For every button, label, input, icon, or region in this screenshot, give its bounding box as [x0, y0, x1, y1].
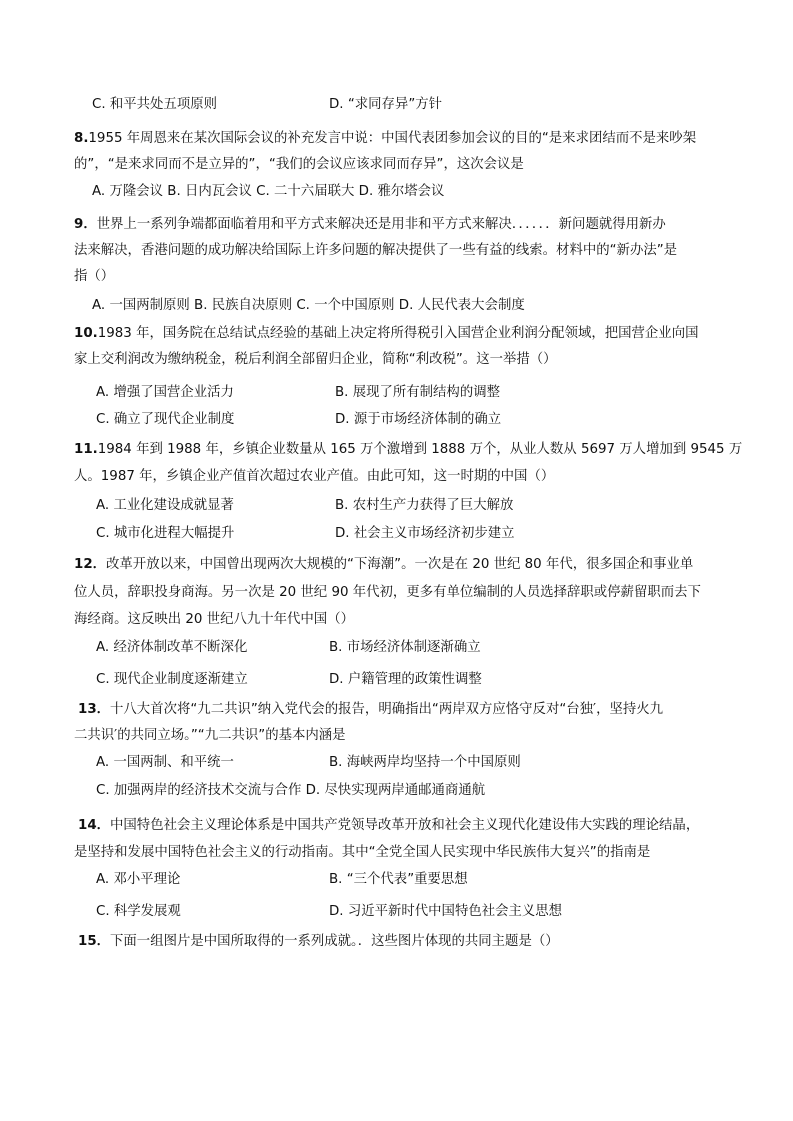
- q12-option-d: D. 户籍管理的政策性调整: [329, 672, 482, 687]
- q14-number: 14．: [78, 818, 111, 833]
- q11-option-b: B. 农村生产力获得了巨大解放: [335, 498, 514, 513]
- q14-option-d: D. 习近平新时代中国特色社会主义思想: [329, 904, 563, 919]
- q15-line-1: [78, 933, 559, 951]
- q14-option-a: A. 邓小平理论: [96, 872, 181, 887]
- q9-line-1: [74, 216, 666, 234]
- q11-text-1: 1984 年到 1988 年，乡镇企业数量从 165 万个激增到 1888 万个，从业人数从 5697 万人增加到 9545 万: [97, 442, 743, 457]
- q8-number: 8.: [74, 131, 89, 146]
- q10-option-d: D. 源于市场经济体制的确立: [335, 412, 502, 427]
- q14-line-2: 是坚持和发展中国特色社会主义的行动指南。其中“全党全国人民实现中华民族伟大复兴”的指南是: [74, 845, 651, 860]
- q12-option-b: B. 市场经济体制逐渐确立: [329, 640, 481, 655]
- q12-option-a: A. 经济体制改革不断深化: [96, 640, 248, 655]
- q11-number: 11.: [74, 442, 98, 457]
- q11-line-2: 人。1987 年，乡镇企业产值首次超过农业产值。由此可知，这一时期的中国（）: [74, 469, 555, 484]
- q10-option-a: A. 增强了国营企业活力: [96, 385, 234, 400]
- q12-line-1: [74, 556, 693, 574]
- q13-number: 13．: [78, 702, 111, 717]
- q8-text-1: 1955 年周恩来在某次国际会议的补充发言中说：中国代表团参加会议的目的“是来求团结而不是来吵架: [88, 131, 697, 146]
- q8-options: A. 万隆会议 B. 日内瓦会议 C. 二十六届联大 D. 雅尔塔会议: [92, 184, 445, 199]
- q13-options-c-d: C. 加强两岸的经济技术交流与合作 D. 尽快实现两岸通邮通商通航: [96, 783, 486, 798]
- q8-line-1: [74, 130, 696, 148]
- q10-option-b: B. 展现了所有制结构的调整: [335, 385, 500, 400]
- q12-line-3: 海经商。这反映出 20 世纪八九十年代中国（）: [74, 612, 354, 627]
- q14-line-1: [78, 817, 699, 835]
- q12-number: 12．: [74, 557, 107, 572]
- q9-number: 9．: [74, 217, 97, 232]
- q14-option-b: B. “三个代表”重要思想: [329, 872, 468, 887]
- q15-text-1: 下面一组图片是中国所取得的一系列成就。．这些图片体现的共同主题是（）: [110, 934, 559, 949]
- q9-line-3: 指（）: [74, 269, 115, 284]
- q9-options: A. 一国两制原则 B. 民族自决原则 C. 一个中国原则 D. 人民代表大会制度: [92, 298, 525, 313]
- q8-line-2: 的”，“是来求同而不是立异的”，“我们的会议应该求同而存异”，这次会议是: [74, 157, 524, 172]
- q11-option-d: D. 社会主义市场经济初步建立: [335, 526, 515, 541]
- q14-text-1: 中国特色社会主义理论体系是中国共产党领导改革开放和社会主义现代化建设伟大实践的理论结晶，: [110, 818, 700, 833]
- q10-text-1: 1983 年，国务院在总结试点经验的基础上决定将所得税引入国营企业利润分配领域，把国营企业向国: [97, 326, 699, 341]
- q11-option-a: A. 工业化建设成就显著: [96, 498, 234, 513]
- q13-option-b: B. 海峡两岸均坚持一个中国原则: [329, 755, 521, 770]
- q13-line-1: [78, 701, 663, 719]
- q12-line-2: 位人员，辞职投身商海。另一次是 20 世纪 90 年代初，更多有单位编制的人员选择辞职或停薪留职而去下: [74, 585, 701, 600]
- q11-line-1: [74, 441, 742, 459]
- q10-number: 10.: [74, 326, 98, 341]
- q13-line-2: 二共识′的共同立场。”“九二共识”的基本内涵是: [74, 728, 346, 743]
- q13-option-a: A. 一国两制、和平统一: [96, 755, 234, 770]
- q14-option-c: C. 科学发展观: [96, 904, 181, 919]
- q11-option-c: C. 城市化进程大幅提升: [96, 526, 235, 541]
- q9-text-1: 世界上一系列争端都面临着用和平方式来解决还是用非和平方式来解决．．．．．．新问题就得用新办: [96, 217, 666, 232]
- q12-option-c: C. 现代企业制度逐渐建立: [96, 672, 248, 687]
- q10-option-c: C. 确立了现代企业制度: [96, 412, 235, 427]
- q15-number: 15．: [78, 934, 111, 949]
- q7-option-d: D. “求同存异”方针: [329, 97, 443, 112]
- q10-line-1: [74, 325, 698, 343]
- q9-line-2: 法来解决，香港问题的成功解决给国际上许多问题的解决提供了一些有益的线索。材料中的“新办法”是: [74, 243, 678, 258]
- q7-option-c: C. 和平共处五项原则: [92, 97, 217, 112]
- q10-line-2: 家上交利润改为缴纳税金，税后利润全部留归企业，简称“利改税”。这一举措（）: [74, 352, 557, 367]
- q13-text-1: 十八大首次将“九二共识”纳入党代会的报告，明确指出“两岸双方应恪守反对“台独′，坚持火九: [110, 702, 664, 717]
- q12-text-1: 改革开放以来，中国曾出现两次大规模的“下海潮”。一次是在 20 世纪 80 年代，很多国企和事业单: [106, 557, 694, 572]
